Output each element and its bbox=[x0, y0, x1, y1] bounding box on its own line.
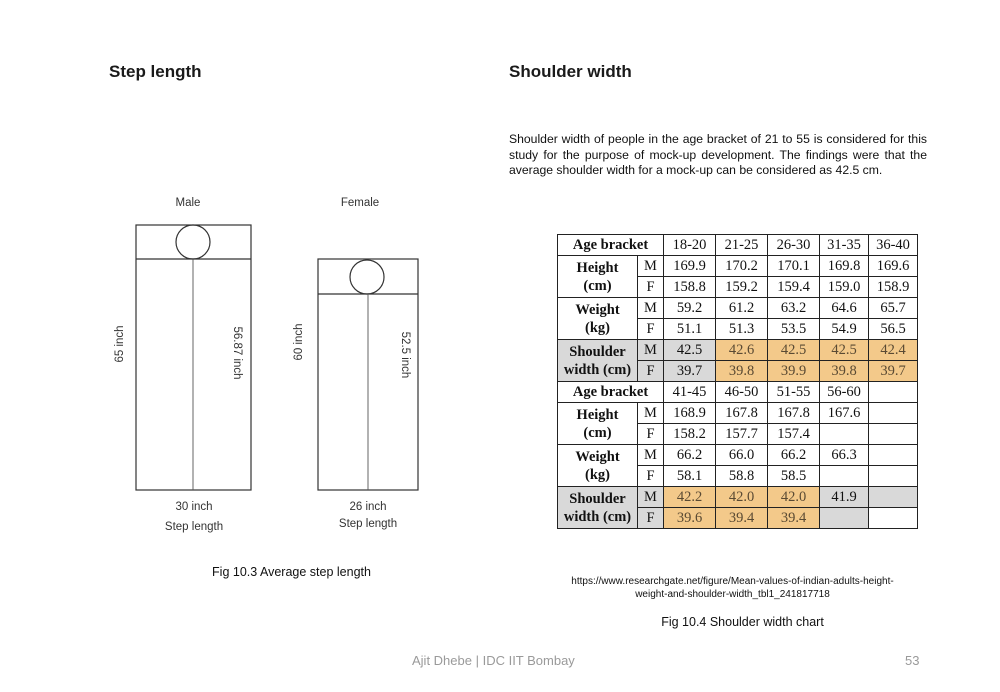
table-cell: 169.9 bbox=[664, 256, 716, 277]
age-cell: 51-55 bbox=[768, 382, 820, 403]
highlighted-cell: 39.6 bbox=[664, 508, 716, 529]
table-cell: 53.5 bbox=[768, 319, 820, 340]
female-label: Female bbox=[340, 197, 380, 209]
table-cell bbox=[869, 508, 918, 529]
source-url bbox=[540, 575, 925, 601]
highlighted-cell: 42.5 bbox=[768, 340, 820, 361]
weight-label-line2: (kg) bbox=[585, 466, 610, 483]
male-inner-length-label: 56.87 inch bbox=[231, 326, 243, 380]
sex-m: M bbox=[638, 445, 664, 466]
height-label bbox=[558, 403, 638, 445]
sex-f: F bbox=[638, 508, 664, 529]
male-label: Male bbox=[175, 197, 201, 209]
table-cell: 58.8 bbox=[716, 466, 768, 487]
table-cell: 56.5 bbox=[869, 319, 918, 340]
highlighted-cell: 39.9 bbox=[768, 361, 820, 382]
height-label-line2: (cm) bbox=[583, 424, 612, 441]
highlighted-cell: 39.7 bbox=[869, 361, 918, 382]
table-cell bbox=[869, 466, 918, 487]
step-length-heading: Step length bbox=[109, 62, 202, 81]
female-head-icon bbox=[350, 260, 384, 294]
table-cell: 59.2 bbox=[664, 298, 716, 319]
height-label-line2: (cm) bbox=[583, 277, 612, 294]
shoulder-width-table bbox=[557, 234, 918, 529]
table-cell bbox=[820, 424, 869, 445]
table-cell: 54.9 bbox=[820, 319, 869, 340]
age-row bbox=[558, 382, 918, 403]
step-length-caption: Fig 10.3 Average step length bbox=[212, 565, 371, 579]
table-cell: 65.7 bbox=[869, 298, 918, 319]
table-cell: 63.2 bbox=[768, 298, 820, 319]
table-cell: 64.6 bbox=[820, 298, 869, 319]
table-cell bbox=[869, 487, 918, 508]
highlighted-cell: 39.4 bbox=[716, 508, 768, 529]
table-cell: 157.4 bbox=[768, 424, 820, 445]
height-m-row bbox=[558, 403, 918, 424]
shoulder-label-line2: width (cm) bbox=[563, 361, 632, 378]
highlighted-cell: 42.4 bbox=[869, 340, 918, 361]
shoulder-width-paragraph: Shoulder width of people in the age bracket of 21 to 55 is considered for this study for the purpose of mock-up development. The findings were that the average shoulder width for a mock-up can be considered as 42.5 cm. bbox=[509, 132, 927, 177]
male-width-label: 30 inch bbox=[175, 501, 213, 513]
highlighted-cell: 39.8 bbox=[820, 361, 869, 382]
sex-f: F bbox=[638, 319, 664, 340]
age-cell: 31-35 bbox=[820, 235, 869, 256]
sex-m: M bbox=[638, 298, 664, 319]
table-cell: 167.8 bbox=[768, 403, 820, 424]
height-m-row bbox=[558, 256, 918, 277]
table-cell bbox=[869, 445, 918, 466]
shoulder-label-line1: Shoulder bbox=[569, 343, 626, 360]
sex-f: F bbox=[638, 361, 664, 382]
highlighted-cell: 42.6 bbox=[716, 340, 768, 361]
sex-f: F bbox=[638, 424, 664, 445]
female-inner-length-label: 52.5 inch bbox=[399, 331, 411, 379]
table-cell bbox=[820, 508, 869, 529]
table-cell: 167.6 bbox=[820, 403, 869, 424]
sex-m: M bbox=[638, 487, 664, 508]
shoulder-width-heading: Shoulder width bbox=[509, 62, 632, 81]
age-cell: 46-50 bbox=[716, 382, 768, 403]
sex-m: M bbox=[638, 256, 664, 277]
height-label bbox=[558, 256, 638, 298]
source-url-line1: https://www.researchgate.net/figure/Mean-values-of-indian-adults-height- bbox=[571, 576, 894, 587]
age-bracket-label: Age bracket bbox=[558, 235, 664, 256]
height-label-line1: Height bbox=[576, 259, 619, 276]
shoulder-width-caption: Fig 10.4 Shoulder width chart bbox=[661, 615, 824, 629]
age-bracket-label: Age bracket bbox=[558, 382, 664, 403]
table-cell: 158.8 bbox=[664, 277, 716, 298]
female-height-label: 60 inch bbox=[293, 323, 305, 361]
table-cell: 66.2 bbox=[664, 445, 716, 466]
female-width-label: 26 inch bbox=[349, 501, 387, 513]
table-cell: 39.7 bbox=[664, 361, 716, 382]
shoulder-label bbox=[558, 487, 638, 529]
age-cell: 26-30 bbox=[768, 235, 820, 256]
table-cell: 66.2 bbox=[768, 445, 820, 466]
table-cell: 159.4 bbox=[768, 277, 820, 298]
table-cell: 51.3 bbox=[716, 319, 768, 340]
male-head-icon bbox=[176, 225, 210, 259]
table-cell bbox=[869, 403, 918, 424]
table-cell: 66.0 bbox=[716, 445, 768, 466]
table-cell: 157.7 bbox=[716, 424, 768, 445]
highlighted-cell: 39.4 bbox=[768, 508, 820, 529]
weight-m-row bbox=[558, 445, 918, 466]
highlighted-cell: 39.8 bbox=[716, 361, 768, 382]
table-cell: 158.2 bbox=[664, 424, 716, 445]
table-cell: 169.8 bbox=[820, 256, 869, 277]
shoulder-label-line1: Shoulder bbox=[569, 490, 626, 507]
height-label-line1: Height bbox=[576, 406, 619, 423]
page-number: 53 bbox=[905, 653, 920, 668]
age-row bbox=[558, 235, 918, 256]
shoulder-m-row bbox=[558, 340, 918, 361]
shoulder-m-row bbox=[558, 487, 918, 508]
sex-m: M bbox=[638, 340, 664, 361]
age-cell: 18-20 bbox=[664, 235, 716, 256]
weight-label-line1: Weight bbox=[575, 448, 620, 465]
highlighted-cell: 42.5 bbox=[820, 340, 869, 361]
table-cell: 42.5 bbox=[664, 340, 716, 361]
age-cell: 41-45 bbox=[664, 382, 716, 403]
sex-f: F bbox=[638, 466, 664, 487]
table-cell: 170.2 bbox=[716, 256, 768, 277]
table-cell: 51.1 bbox=[664, 319, 716, 340]
weight-label bbox=[558, 445, 638, 487]
table-cell: 167.8 bbox=[716, 403, 768, 424]
table-cell: 170.1 bbox=[768, 256, 820, 277]
table-cell: 66.3 bbox=[820, 445, 869, 466]
shoulder-label bbox=[558, 340, 638, 382]
table-cell: 58.5 bbox=[768, 466, 820, 487]
footer-author: Ajit Dhebe | IDC IIT Bombay bbox=[412, 653, 575, 668]
table-cell: 159.0 bbox=[820, 277, 869, 298]
highlighted-cell: 42.2 bbox=[664, 487, 716, 508]
age-cell: 56-60 bbox=[820, 382, 869, 403]
table-cell bbox=[820, 466, 869, 487]
age-cell bbox=[869, 382, 918, 403]
table-cell: 61.2 bbox=[716, 298, 768, 319]
table-cell: 41.9 bbox=[820, 487, 869, 508]
source-url-line2: weight-and-shoulder-width_tbl1_241817718 bbox=[635, 589, 830, 600]
sex-f: F bbox=[638, 277, 664, 298]
age-cell: 36-40 bbox=[869, 235, 918, 256]
table-cell bbox=[869, 424, 918, 445]
male-step-label: Step length bbox=[164, 521, 224, 533]
table-cell: 159.2 bbox=[716, 277, 768, 298]
male-height-label: 65 inch bbox=[114, 325, 126, 363]
shoulder-label-line2: width (cm) bbox=[563, 508, 632, 525]
weight-label bbox=[558, 298, 638, 340]
table-cell: 58.1 bbox=[664, 466, 716, 487]
weight-label-line1: Weight bbox=[575, 301, 620, 318]
table-cell: 168.9 bbox=[664, 403, 716, 424]
weight-label-line2: (kg) bbox=[585, 319, 610, 336]
sex-m: M bbox=[638, 403, 664, 424]
weight-m-row bbox=[558, 298, 918, 319]
highlighted-cell: 42.0 bbox=[768, 487, 820, 508]
table-cell: 169.6 bbox=[869, 256, 918, 277]
highlighted-cell: 42.0 bbox=[716, 487, 768, 508]
table-cell: 158.9 bbox=[869, 277, 918, 298]
step-length-diagram bbox=[100, 185, 440, 545]
female-step-label: Step length bbox=[338, 518, 398, 530]
age-cell: 21-25 bbox=[716, 235, 768, 256]
